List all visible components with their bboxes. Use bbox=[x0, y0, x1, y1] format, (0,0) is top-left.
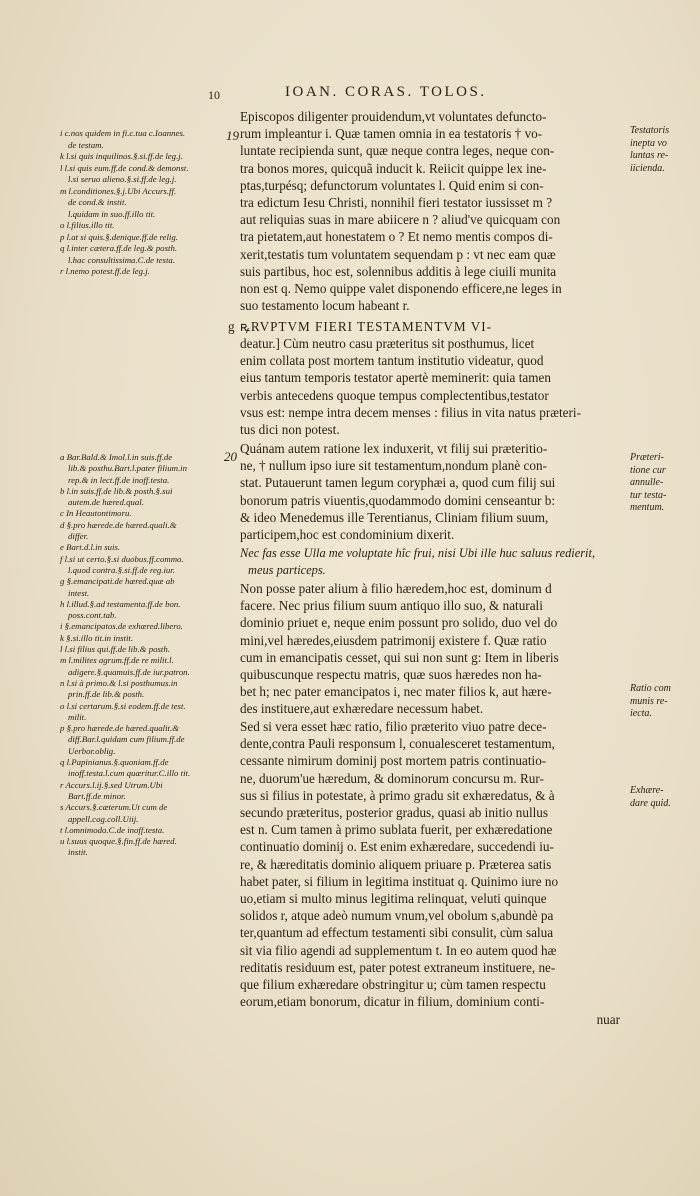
note-line: adigere.§.quamuis.ff.de iur.patron. bbox=[68, 666, 190, 677]
main-text-block-1 bbox=[240, 108, 620, 314]
text-line: re, & hæreditatis dominio aliquem priuare p. Præterea satis bbox=[240, 856, 552, 872]
text-line: quibuscunque respectu matris, quæ suos hæredes non ha- bbox=[240, 667, 542, 683]
side-note-line: munis re- bbox=[630, 695, 668, 707]
side-note-line: Præteri- bbox=[630, 452, 664, 463]
note-line: appell.cog.coll.Uiij. bbox=[68, 813, 139, 824]
text-line: dente,contra Pauli responsum l, conualesceret testamentum, bbox=[240, 736, 555, 752]
note-line: Uerbor.oblig. bbox=[68, 745, 116, 756]
note-line: l.quidam in suo.ff.illo tit. bbox=[68, 208, 156, 219]
note-line: n l.si à primo.& l.si posthumus.in bbox=[60, 677, 178, 688]
text-line: eorum,etiam bonorum, dicatur in filium, dominium conti- bbox=[240, 994, 545, 1010]
note-line: l l.si filius qui.ff.de lib.& posth. bbox=[60, 644, 170, 655]
text-line: Quánam autem ratione lex induxerit, vt filij sui præteritio- bbox=[240, 441, 548, 456]
text-line: est n. Cum tamen à primo sublata fuerit, per exhæredatione bbox=[240, 822, 553, 838]
note-line: rep.& in lect.ff.de inoff.testa. bbox=[68, 474, 170, 485]
verse-line: meus particeps. bbox=[248, 563, 326, 578]
text-line: tra edictum Iesu Christi, nonnihil fieri testator iussisset m ? bbox=[240, 195, 553, 211]
note-line: p §.pro hærede.de hæred.qualit.& bbox=[60, 723, 179, 734]
note-line: autem.de hæred.qual. bbox=[68, 497, 144, 508]
verse-quotation bbox=[240, 545, 620, 579]
note-line: g §.emancipati.de hæred.quæ ab bbox=[60, 576, 175, 587]
note-line: a Bar.Bald.& Imol.l.in suis.ff.de bbox=[60, 452, 173, 462]
text-line: bonorum patris viuentis,quodammodo domini censeantur b: bbox=[240, 492, 555, 508]
side-note-praeteritione bbox=[630, 452, 698, 515]
note-line: diff.Bar.l.quidam cum filium.ff.de bbox=[68, 734, 185, 745]
note-line: differ. bbox=[68, 531, 89, 542]
text-line: facere. Nec prius filium suum antiquo illo suo, & naturali bbox=[240, 598, 543, 614]
text-line: sit via filio agendi ad supplementum t. In eo autem quod hæ bbox=[240, 942, 557, 958]
side-note-line: tur testa- bbox=[630, 489, 667, 501]
note-line: m l.milites agrum.ff.de re milit.l. bbox=[60, 655, 174, 666]
main-text-block-3 bbox=[240, 440, 620, 543]
text-line: ptas,turpésq; defunctorum voluntates l. Quid enim si con- bbox=[240, 177, 544, 193]
text-line: sus si filius in potestate, à primo gradu sit exhæredatus, & à bbox=[240, 787, 555, 803]
page-header bbox=[0, 84, 700, 104]
text-line: enim collata post mortem tantum institutio videatur, quod bbox=[240, 353, 544, 369]
note-line: u l.suus quoque.§.fin.ff.de hæred. bbox=[60, 836, 177, 847]
note-line: poss.cont.tab. bbox=[68, 610, 117, 621]
note-line: t l.omnimodo.C.de inoff.testa. bbox=[60, 824, 165, 835]
side-note-line: inepta vo bbox=[630, 137, 667, 149]
text-line: Non posse pater alium à filio hæredem,hoc est, dominum d bbox=[240, 581, 552, 596]
note-line: inoff.testa.l.cum quæritur.C.illo tit. bbox=[68, 768, 191, 779]
note-line: l.hac consultissima.C.de testa. bbox=[68, 254, 176, 265]
note-line: l.quod contra.§.si.ff.de reg.iur. bbox=[68, 564, 175, 575]
text-line: ter,quantum ad effectum testamenti sibi consulit, cùm salua bbox=[240, 925, 554, 941]
text-line: solidos r, atque adeò numum vnum,vel obolum s,abundè pa bbox=[240, 908, 554, 924]
note-line: prin.ff.de lib.& posth. bbox=[68, 689, 145, 700]
text-line: dominio priuet e, neque enim possunt pro solido, duo vel do bbox=[240, 615, 558, 631]
text-line: suis partibus, hoc est, solennibus additis à lege ciuili munita bbox=[240, 263, 557, 279]
main-text-block-5 bbox=[240, 718, 620, 1010]
note-line: c In Heautontimoru. bbox=[60, 508, 132, 519]
side-note-line: luntas re- bbox=[630, 150, 669, 161]
note-line: instit. bbox=[68, 847, 88, 858]
text-line: cessante nimirum dominij post mortem patris continuatio- bbox=[240, 753, 547, 769]
line-number-19: 19 bbox=[226, 128, 239, 143]
text-line: eius tantum temporis testator apertè meminerit: quia tamen bbox=[240, 370, 551, 386]
text-line: bet h; nec pater emancipatos i, nec mater filios k, aut hære- bbox=[240, 684, 552, 700]
note-line: e Bart.d.l.in suis. bbox=[60, 542, 121, 553]
text-line: cum in emancipatis cesset, qui sui non sunt g: Item in liberis bbox=[240, 649, 559, 665]
note-line: p l.at si quis.§.denique.ff.de relig. bbox=[60, 231, 178, 242]
line-number-20: 20 bbox=[224, 449, 237, 464]
text-line: secundo præteritus, posterior gradus, quasi ab initio nullus bbox=[240, 805, 549, 821]
page-number: 10 bbox=[208, 88, 220, 102]
side-note-line: annulle- bbox=[630, 477, 664, 488]
text-line: mini,vel hæredes,eiusdem patrimonij existere f. Quæ ratio bbox=[240, 632, 547, 648]
side-note-line: iecta. bbox=[630, 708, 652, 719]
text-line: participem,hoc est condominium dixerit. bbox=[240, 527, 455, 543]
text-line: rum impleantur i. Quæ tamen omnia in ea testatoris † vo- bbox=[240, 126, 543, 142]
side-note-line: Ratio com bbox=[630, 683, 671, 694]
text-line: ne, † nullum ipso iure sit testamentum,nondum planè con- bbox=[240, 458, 547, 474]
text-line: suo testamento locum habeant r. bbox=[240, 298, 410, 314]
text-line: habet pater, si filium in legitima instituat q. Quinimo iure no bbox=[240, 873, 559, 889]
marginal-notes-bottom bbox=[60, 452, 190, 859]
text-line: ne, duorum'ue hæredum, & dominorum concursu m. Rur- bbox=[240, 770, 544, 786]
side-note-line: dare quid. bbox=[630, 797, 671, 809]
text-line: continuatio dominij o. Est enim exhæredare, succedendi iu- bbox=[240, 839, 554, 855]
note-line: de testam. bbox=[68, 139, 104, 150]
note-line: i c.nos quidem in fi.c.tua c.Ioannes. bbox=[60, 128, 186, 138]
side-note-line: Exhære- bbox=[630, 785, 664, 796]
main-text-block-4 bbox=[240, 580, 620, 718]
note-line: m l.conditiones.§.j.Ubi Accurs.ff. bbox=[60, 185, 177, 196]
running-head: IOAN. CORAS. TOLOS. bbox=[285, 84, 487, 100]
catchword: nuar bbox=[596, 1012, 620, 1027]
note-line: k l.si quis inquilinos.§.si.ff.de leg.j. bbox=[60, 151, 183, 161]
side-note-testatoris bbox=[630, 125, 698, 175]
text-line: tus dici non potest. bbox=[240, 422, 340, 438]
text-line: des instituere,aut exhæredare necessum habet. bbox=[240, 701, 484, 717]
note-line: b l.in suis.ff.de lib.& posth.§.sui bbox=[60, 485, 173, 496]
text-line: tra bonos mores, quicquã inducit k. Reiicit quippe lex ine- bbox=[240, 160, 547, 176]
text-line: verbis antecedens quoque tempus complectentibus,testator bbox=[240, 387, 549, 403]
note-line: Bart.ff.de minor. bbox=[68, 790, 126, 801]
side-note-line: mentum. bbox=[630, 502, 665, 513]
note-line: de cond.& instit. bbox=[68, 197, 127, 207]
main-text-block-2 bbox=[240, 335, 620, 438]
side-note-line: tione cur bbox=[630, 464, 666, 476]
note-line: q l.Papinianus.§.quoniam.ff.de bbox=[60, 757, 169, 768]
note-line: intest. bbox=[68, 587, 90, 598]
note-line: s Accurs.§.cæterum.Ut cum de bbox=[60, 802, 168, 813]
note-line: l l.si quis eum.ff.de cond.& demonst. bbox=[60, 162, 189, 173]
text-line: que filium exhæredare obstringitur u; cùm tamen respectu bbox=[240, 977, 546, 993]
text-line: stat. Putauerunt tamen legum coryphæi a, quod cum filij sui bbox=[240, 475, 556, 491]
text-line: & ideo Menedemus ille Terentianus, Cliniam filium suum, bbox=[240, 509, 549, 525]
text-line: uo,etiam si multo minus legitima relinquat, veluti quinque bbox=[240, 891, 547, 907]
note-line: i §.emancipatos.de exhæred.libero. bbox=[60, 621, 183, 632]
note-line: l.si seruo alieno.§.si.ff.de leg.j. bbox=[68, 174, 177, 184]
text-line: Episcopos diligenter prouidendum,vt voluntates defuncto- bbox=[240, 109, 547, 124]
side-note-ratio bbox=[630, 683, 698, 721]
side-note-line: Testatoris bbox=[630, 125, 670, 136]
text-line: non est q. Nemo quippe valet disponendo efficere,ne leges in bbox=[240, 281, 562, 297]
text-line: reditatis residuum est, pater potest extraneum instituere, ne- bbox=[240, 959, 556, 975]
text-line: deatur.] Cùm neutro casu præteritus sit posthumus, licet bbox=[240, 336, 535, 351]
note-line: r Accurs.l.ij.§.sed Utrum.Ubi bbox=[60, 779, 163, 790]
note-line: q l.inter cætera.ff.de leg.& posth. bbox=[60, 243, 178, 253]
text-line: aut reliquias suas in mare abiicere n ? aliud've quicquam con bbox=[240, 212, 561, 228]
note-line: lib.& posthu.Bart.l.pater filium.in bbox=[68, 463, 188, 474]
note-line: o l.filius.illo tit. bbox=[60, 220, 115, 230]
text-line: tra pietatem,aut honestatem o ? Et nemo mentis compos di- bbox=[240, 229, 553, 245]
text-line: vsus est: nempe intra decem menses : filius in vita natus præteri- bbox=[240, 404, 581, 420]
side-note-exhaeredare bbox=[630, 785, 698, 810]
marginal-notes-top bbox=[60, 128, 189, 278]
note-line: milit. bbox=[68, 711, 87, 722]
text-line: Sed si vera esset hæc ratio, filio præterito viuo patre dece- bbox=[240, 719, 547, 734]
catchword-line bbox=[240, 1011, 620, 1028]
note-line: h l.illud.§.ad testamenta.ff.de bon. bbox=[60, 598, 181, 609]
note-line: d §.pro hærede.de hæred.quali.& bbox=[60, 519, 177, 530]
text-line: luntate recipienda sunt, quæ neque contra leges, neque con- bbox=[240, 143, 555, 159]
verse-line: Nec fas esse Ulla me voluptate hîc frui, nisi Ubi ille huc saluus redierit, bbox=[240, 546, 596, 560]
lemma-heading: g ꝶRVPTVM FIERI TESTAMENTVM VI- bbox=[228, 319, 493, 334]
note-line: o l.si certarum.§.si eodem.ff.de test. bbox=[60, 700, 186, 711]
section-heading-lemma bbox=[228, 318, 620, 335]
note-line: r l.nemo potest.ff.de leg.j. bbox=[60, 266, 150, 276]
side-note-line: iicienda. bbox=[630, 162, 665, 174]
note-line: k §.si.illo tit.in instit. bbox=[60, 632, 134, 643]
text-line: xerit,testatis tum voluntatem sequendam p : vt nec eam quæ bbox=[240, 246, 556, 262]
note-line: f l.si ut certo.§.si duobus.ff.commo. bbox=[60, 553, 184, 564]
